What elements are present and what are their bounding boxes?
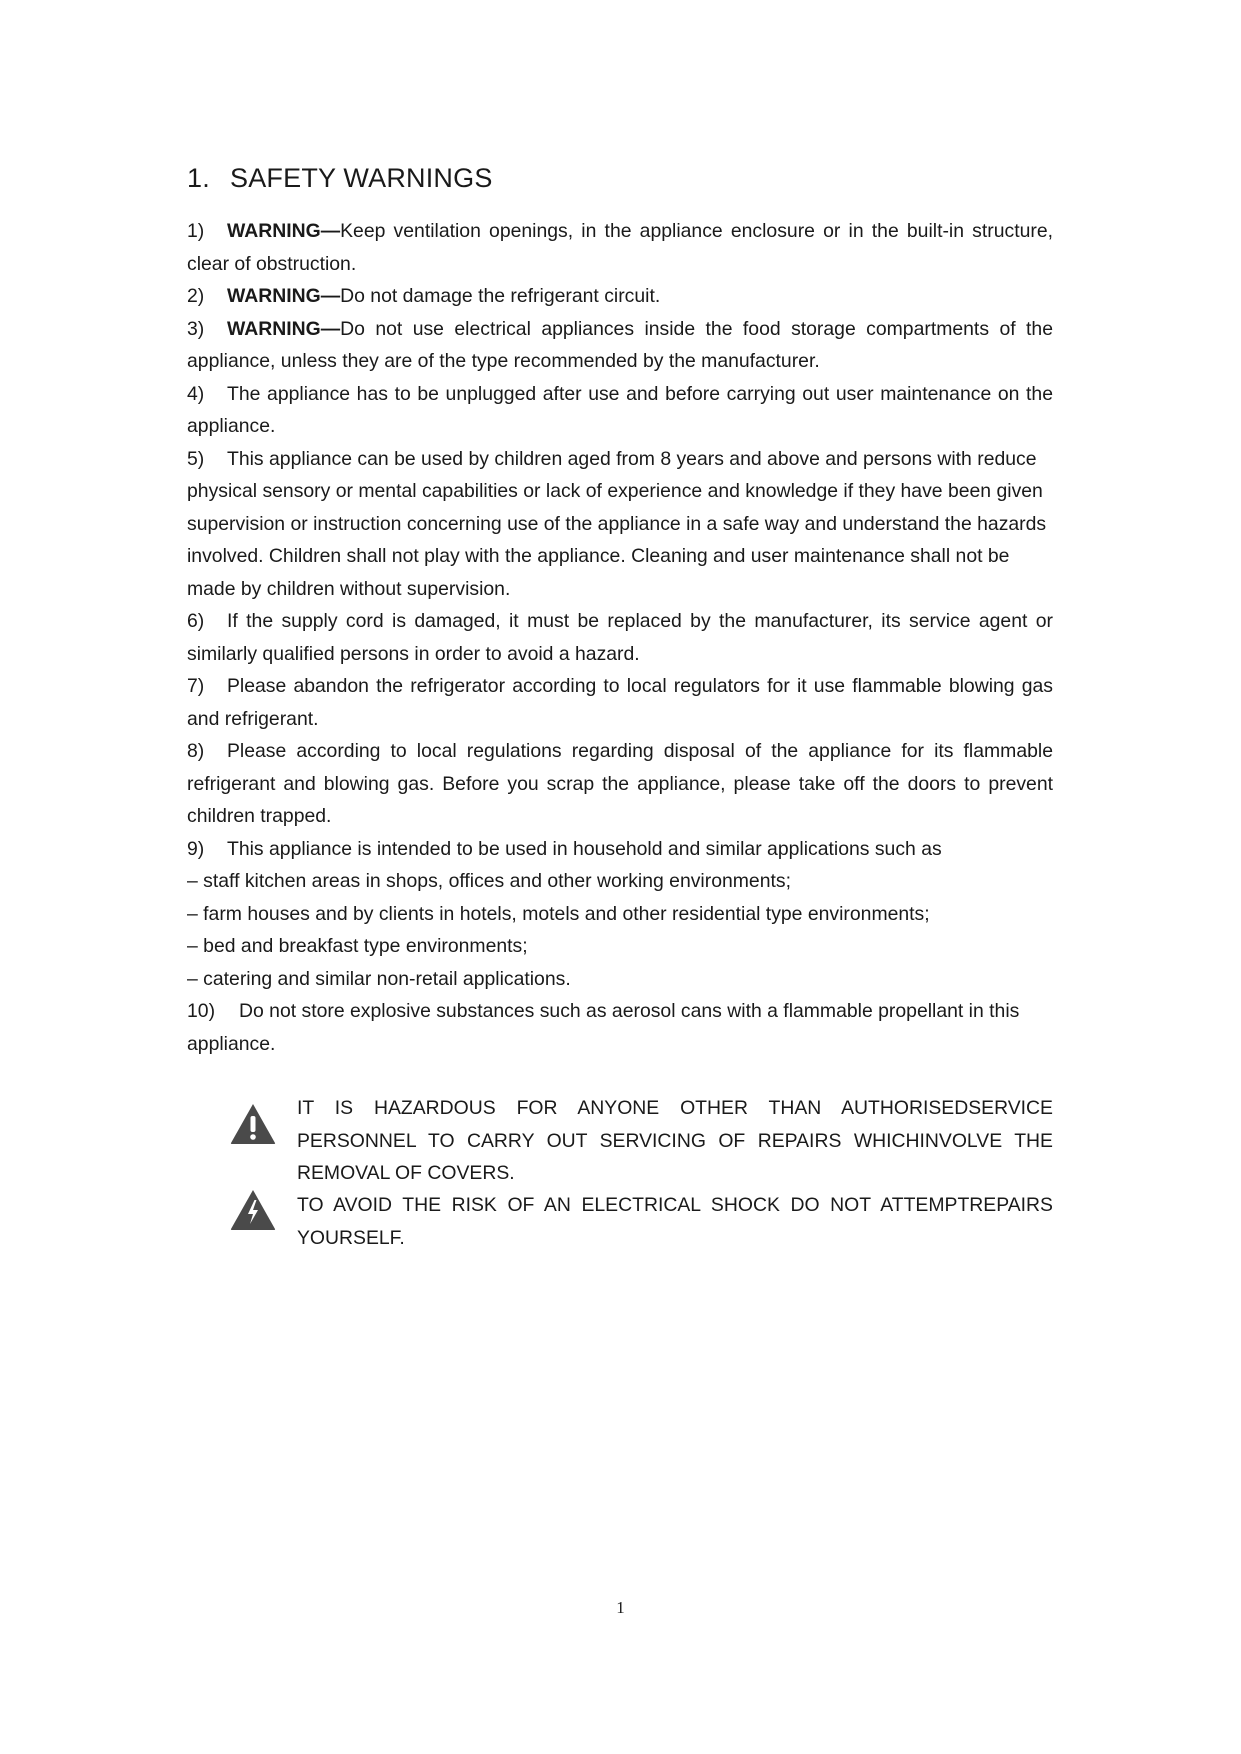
item-number: 2) xyxy=(187,285,205,307)
item-number: 7) xyxy=(187,675,205,697)
warning-item-5 xyxy=(187,443,1053,606)
warning-item-6 xyxy=(187,605,1053,670)
section-number: 1. xyxy=(187,163,210,193)
notice-text: IT IS HAZARDOUS FOR ANYONE OTHER THAN AUTHORISEDSERVICE PERSONNEL TO CARRY OUT SERVICING OF REPAIRS WHICHINVOLVE THE REMOVAL OF COVERS. xyxy=(297,1097,1053,1184)
page-number: 1 xyxy=(616,1598,625,1617)
item-text: Please according to local regulations regarding disposal of the appliance for its flammable refrigerant and blowing gas. Before you scrap the appliance, please take off the doors to prevent children trapped. xyxy=(187,740,1053,827)
warning-item-4 xyxy=(187,378,1053,443)
warning-item-2 xyxy=(187,280,1053,313)
section-title: SAFETY WARNINGS xyxy=(230,163,493,193)
item-number: 6) xyxy=(187,610,205,632)
item-number: 8) xyxy=(187,740,205,762)
section-heading xyxy=(187,163,493,194)
notice-text: TO AVOID THE RISK OF AN ELECTRICAL SHOCK DO NOT ATTEMPTREPAIRS YOURSELF. xyxy=(297,1194,1053,1249)
item-text: The appliance has to be unplugged after use and before carrying out user maintenance on the appliance. xyxy=(187,382,1053,437)
item-text: Keep ventilation openings, in the appliance enclosure or in the built-in structure, clear of obstruction. xyxy=(187,220,1053,275)
electric-shock-warning-icon xyxy=(230,1189,276,1231)
application-item: – bed and breakfast type environments; xyxy=(187,935,528,957)
warning-label: WARNING— xyxy=(227,285,341,307)
warning-item-10 xyxy=(187,995,1053,1060)
warnings-list xyxy=(187,215,1053,1060)
warning-label: WARNING— xyxy=(227,220,341,242)
item-text: Do not damage the refrigerant circuit. xyxy=(340,285,661,307)
item-number: 1) xyxy=(187,220,205,242)
item-text: Do not use electrical appliances inside the food storage compartments of the appliance, unless they are of the type recommended by the manufacturer. xyxy=(187,317,1053,372)
item-number: 9) xyxy=(187,837,205,860)
item-number: 5) xyxy=(187,447,205,470)
item-number: 10) xyxy=(187,1000,216,1022)
exclamation-warning-icon xyxy=(230,1103,276,1145)
item-text: This appliance can be used by children aged from 8 years and above and persons with reduce physical sensory or mental capabilities or lack of experience and knowledge if they have been given supervision or instruction concerning use of the appliance in a safe way and understand the hazards involved. Children shall not play with the appliance. Cleaning and user maintenance shall not be made by children without supervision. xyxy=(187,447,1047,600)
warning-item-3 xyxy=(187,313,1053,378)
warning-item-8 xyxy=(187,735,1053,833)
item-number: 3) xyxy=(187,317,205,340)
application-item: – catering and similar non-retail applications. xyxy=(187,967,571,990)
warning-label: WARNING— xyxy=(227,317,341,340)
application-item: – farm houses and by clients in hotels, motels and other residential type environments; xyxy=(187,902,930,925)
warning-item-1 xyxy=(187,215,1053,280)
warning-item-9 xyxy=(187,833,1053,866)
item-text: Do not store explosive substances such as aerosol cans with a flammable propellant in this appliance. xyxy=(187,1000,1020,1055)
warning-item-7 xyxy=(187,670,1053,735)
item-text: This appliance is intended to be used in household and similar applications such as xyxy=(227,837,942,860)
item-text: If the supply cord is damaged, it must be replaced by the manufacturer, its service agent or similarly qualified persons in order to avoid a hazard. xyxy=(187,610,1053,665)
item-number: 4) xyxy=(187,382,205,405)
item-text: Please abandon the refrigerator according to local regulators for it use flammable blowing gas and refrigerant. xyxy=(187,675,1053,730)
application-item: – staff kitchen areas in shops, offices and other working environments; xyxy=(187,870,791,892)
